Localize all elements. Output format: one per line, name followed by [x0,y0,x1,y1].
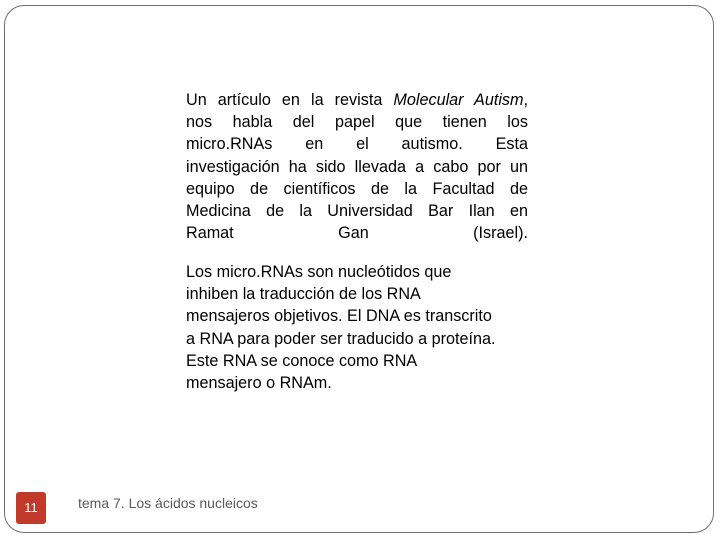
text-line [186,89,528,111]
text-line: mensajero o RNAm. [186,374,332,393]
paragraph-autism-article [186,89,528,244]
paragraph-microrna-definition [186,261,528,394]
text-line: investigación ha sido llevada a cabo por un [186,157,528,176]
text-line: Este RNA se conoce como RNA [186,351,418,370]
text-line: nos habla del papel que tienen los [186,113,528,132]
text-line: mensajeros objetivos. El DNA es transcrito [186,307,492,326]
text-segment: Un artículo en la revista [186,91,394,109]
text-line: a RNA para poder ser traducido a proteína. [186,329,496,348]
text-line: Los micro.RNAs son nucleótidos que [186,263,452,281]
journal-title: Molecular Autism [393,91,524,109]
page-number-badge: 11 [16,492,46,524]
text-line: inhiben la traducción de los RNA [186,285,421,304]
text-line: micro.RNAs en el autismo. Esta [186,135,528,154]
text-line: equipo de científicos de la Facultad de [186,179,528,198]
footer-title: tema 7. Los ácidos nucleicos [78,495,258,511]
text-line: Ramat Gan (Israel). [186,224,528,243]
text-line: Medicina de la Universidad Bar Ilan en [186,202,528,221]
text-segment: , [523,91,528,109]
